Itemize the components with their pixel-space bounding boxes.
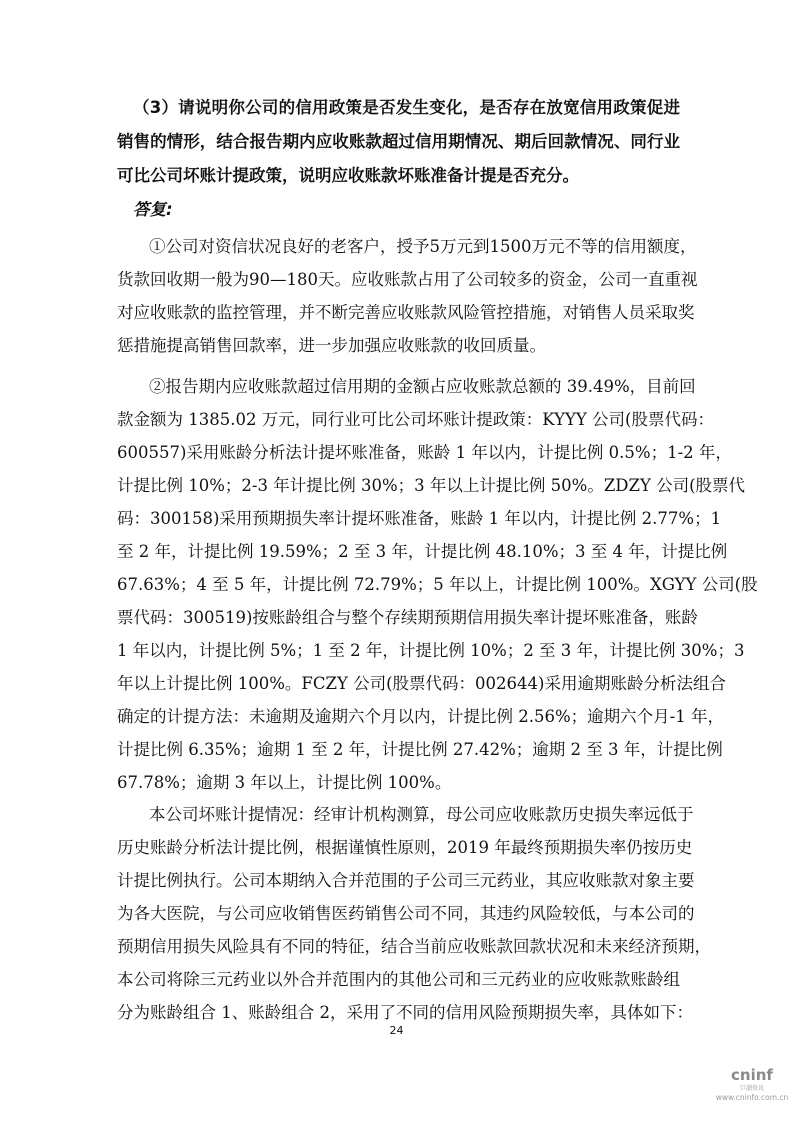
paragraph-line: ①公司对资信状况良好的老客户，授予5万元到1500万元不等的信用额度， <box>149 237 697 256</box>
paragraph-line: 计提比例 6.35%；逾期 1 至 2 年，计提比例 27.42%；逾期 2 至 3 年，计提比例 <box>117 740 723 759</box>
watermark <box>712 1066 792 1103</box>
paragraph-line: 本公司坏账计提情况：经审计机构测算，母公司应收账款历史损失率远低于 <box>149 805 694 824</box>
paragraph-line: 1 年以内，计提比例 5%；1 至 2 年，计提比例 10%；2 至 3 年，计提比例 30%；3 <box>117 641 745 660</box>
page-number: 24 <box>389 1024 404 1037</box>
paragraph-line: 67.63%；4 至 5 年，计提比例 72.79%；5 年以上，计提比例 100%。XGYY 公司(股 <box>117 575 758 594</box>
paragraph-line: 计提比例 10%；2-3 年计提比例 30%；3 年以上计提比例 50%。ZDZY 公司(股票代 <box>117 476 746 495</box>
cninfo-logo: cninf <box>731 1066 773 1084</box>
watermark-cn: 巨潮资讯 <box>739 1085 764 1092</box>
watermark-url: www.cninfo.com.cn <box>715 1093 789 1102</box>
question-line: （3）请说明你公司的信用政策是否发生变化，是否存在放宽信用政策促进 <box>133 98 680 117</box>
paragraph-line: 对应收账款的监控管理，并不断完善应收账款风险管控措施，对销售人员采取奖 <box>117 303 695 322</box>
paragraph-line: 货款回收期一般为90—180天。应收账款占用了公司较多的资金，公司一直重视 <box>117 270 698 289</box>
paragraph-line: 600557)采用账龄分析法计提坏账准备，账龄 1 年以内，计提比例 0.5%；1-2 年， <box>117 443 732 462</box>
paragraph-line: 款金额为 1385.02 万元，同行业可比公司坏账计提政策：KYYY 公司(股票代码： <box>117 410 714 429</box>
paragraph-line: 为各大医院，与公司应收销售医药销售公司不同，其违约风险较低，与本公司的 <box>117 904 695 923</box>
paragraph-line: 本公司将除三元药业以外合并范围内的其他公司和三元药业的应收账款账龄组 <box>117 970 680 989</box>
question-line: 销售的情形，结合报告期内应收账款超过信用期情况、期后回款情况、同行业 <box>117 132 680 151</box>
paragraph-line: 确定的计提方法：未逾期及逾期六个月以内，计提比例 2.56%；逾期六个月-1 年， <box>117 707 724 726</box>
paragraph-line: 至 2 年，计提比例 19.59%；2 至 3 年，计提比例 48.10%；3 至 4 年，计提比例 <box>117 542 728 561</box>
paragraph-line: 67.78%；逾期 3 年以上，计提比例 100%。 <box>117 773 452 792</box>
paragraph-line: 年以上计提比例 100%。FCZY 公司(股票代码：002644)采用逾期账龄分析法组合 <box>117 674 726 693</box>
paragraph-line: 分为账龄组合 1、账龄组合 2，采用了不同的信用风险预期损失率，具体如下： <box>117 1003 693 1022</box>
paragraph-line: 惩措施提高销售回款率，进一步加强应收账款的收回质量。 <box>117 336 546 355</box>
paragraph-line: ②报告期内应收账款超过信用期的金额占应收账款总额的 39.49%，目前回 <box>149 377 696 396</box>
question-line: 可比公司坏账计提政策，说明应收账款坏账准备计提是否充分。 <box>117 166 579 185</box>
paragraph-line: 历史账龄分析法计提比例，根据谨慎性原则，2019 年最终预期损失率仍按历史 <box>117 838 693 857</box>
paragraph-line: 票代码：300519)按账龄组合与整个存续期预期信用损失率计提坏账准备，账龄 <box>117 608 698 627</box>
paragraph-line: 码：300158)采用预期损失率计提坏账准备，账龄 1 年以内，计提比例 2.77%；1 <box>117 509 722 528</box>
paragraph-line: 预期信用损失风险具有不同的特征，结合当前应收账款回款状况和未来经济预期， <box>117 937 711 956</box>
answer-label: 答复: <box>133 200 173 219</box>
paragraph-line: 计提比例执行。公司本期纳入合并范围的子公司三元药业，其应收账款对象主要 <box>117 871 695 890</box>
